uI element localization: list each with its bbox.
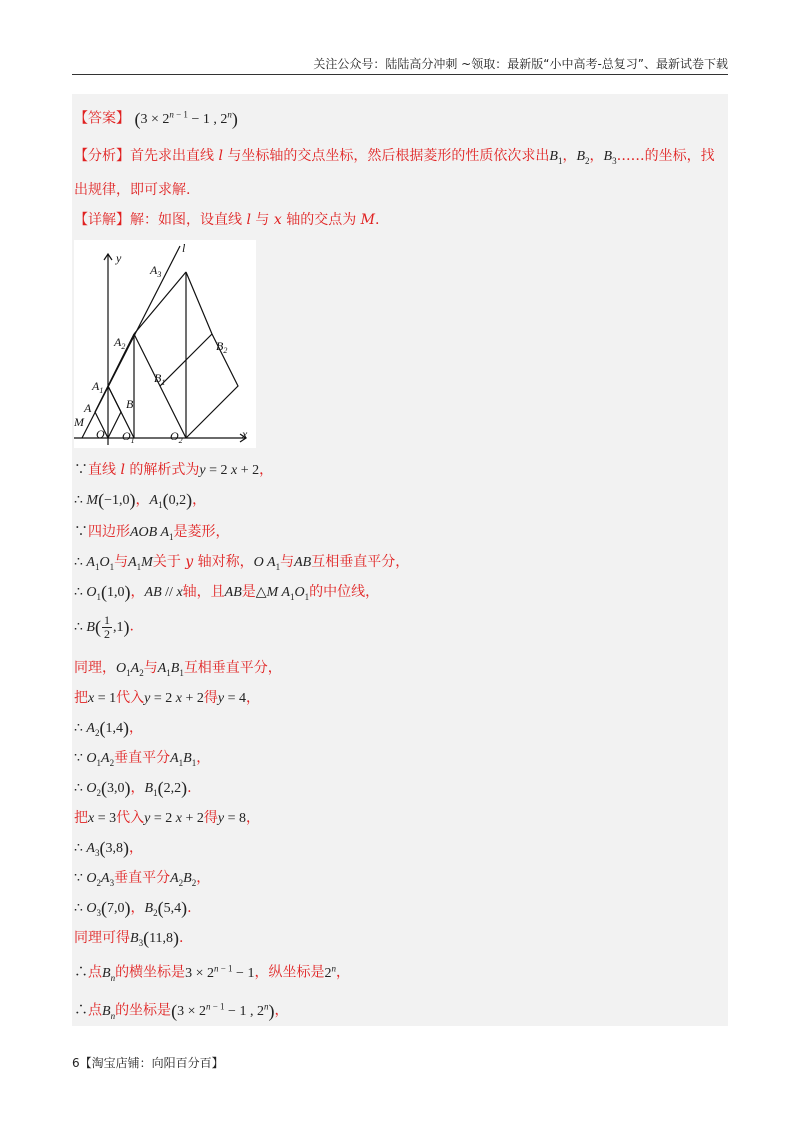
step-9: ∴ $A_2(1,4)$， (74, 718, 143, 738)
step-8: 把x = 1代入y = 2 x + 2得y = 4， (74, 690, 260, 706)
label-a: A (84, 401, 92, 415)
step-14: ∵ $O_2A_3$垂直平分$A_2B_2$， (74, 870, 211, 888)
footer-text: 【淘宝店铺：向阳百分百】 (79, 1056, 224, 1070)
label-o: O (96, 427, 105, 441)
page-number: 6 (72, 1056, 80, 1070)
rhombus-diagram (74, 240, 256, 448)
step-13: ∴ $A_3(3,8)$， (74, 838, 143, 858)
label-o2: $O_2$ (170, 429, 183, 445)
step-3: ∵四边形AOB $A_1$是菱形， (74, 524, 230, 542)
rhombus-figure (74, 240, 256, 448)
step-11: ∴ $O_2(3,0)$，$B_1(2,2)$. (74, 778, 192, 798)
step-12: 把x = 3代入y = 2 x + 2得y = 8， (74, 810, 260, 826)
detail-line: 【详解】解：如图，设直线 l 与 x 轴的交点为 M. (74, 212, 380, 228)
solution-content (72, 94, 728, 1026)
step-2: ∴ M(−1,0)，$A_1(0,2)$， (74, 490, 207, 510)
step-1: ∵直线 l 的解析式为y = 2 x + 2， (74, 462, 274, 478)
header-text: 关注公众号：陆陆高分冲刺 ~领取：最新版“小中高考-总复习”、最新试卷下载 (313, 57, 728, 71)
label-a2: $A_2$ (114, 335, 126, 351)
analysis-tag: 【分析】 (74, 148, 130, 164)
answer-value: ($3 \times 2^{n - 1} - 1$ , 2$^n$) (134, 108, 238, 129)
label-x: x (242, 427, 248, 441)
label-l: l (182, 241, 186, 255)
step-4: ∴ $A_1O_1$与$A_1M$关于 y 轴对称，O $A_1$与AB互相垂直平分， (74, 554, 410, 572)
step-10: ∵ $O_1A_2$垂直平分$A_1B_1$， (74, 750, 211, 768)
answer-tag: 【答案】 (74, 110, 130, 127)
page-footer (72, 1054, 224, 1071)
analysis-line-2: 出规律，即可求解. (74, 182, 191, 198)
step-18: ∴点$B_n$的坐标是($3 \times 2^{n - 1} - 1$ , 2$^n$)， (74, 1000, 289, 1021)
label-y: y (116, 251, 122, 265)
analysis-line-1: 【分析】首先求出直线 l 与坐标轴的交点坐标，然后根据菱形的性质依次求出$B_1$，$B_2$，$B_3\dots\dots$的坐标，找 (74, 148, 715, 166)
answer-line (74, 104, 238, 130)
label-b: B (126, 397, 134, 411)
label-a1: $A_1$ (92, 379, 104, 395)
step-5: ∴ $O_1(1,0)$，AB // x轴，且AB是△M $A_1O_1$的中位线， (74, 582, 380, 602)
step-17: ∴点$B_n$的横坐标是$3 \times 2^{n - 1} - 1$，纵坐标是2$^n$， (74, 963, 350, 983)
page-header (72, 56, 728, 75)
label-a3: $A_3$ (150, 263, 162, 279)
label-m: M (74, 415, 84, 429)
detail-tag: 【详解】 (74, 212, 130, 228)
label-o1: $O_1$ (122, 429, 135, 445)
step-6: ∴ B( $\frac{1}{2}$ ,1). (74, 613, 134, 641)
step-16: 同理可得$B_3(11,8)$. (74, 928, 184, 948)
label-b2: $B_2$ (216, 339, 228, 355)
label-b1: $B_1$ (154, 371, 166, 387)
rhombus-o2a3b2 (186, 272, 238, 438)
step-7: 同理，$O_1A_2$与$A_1B_1$互相垂直平分， (74, 660, 282, 678)
step-15: ∴ $O_3(7,0)$，$B_2(5,4)$. (74, 898, 192, 918)
